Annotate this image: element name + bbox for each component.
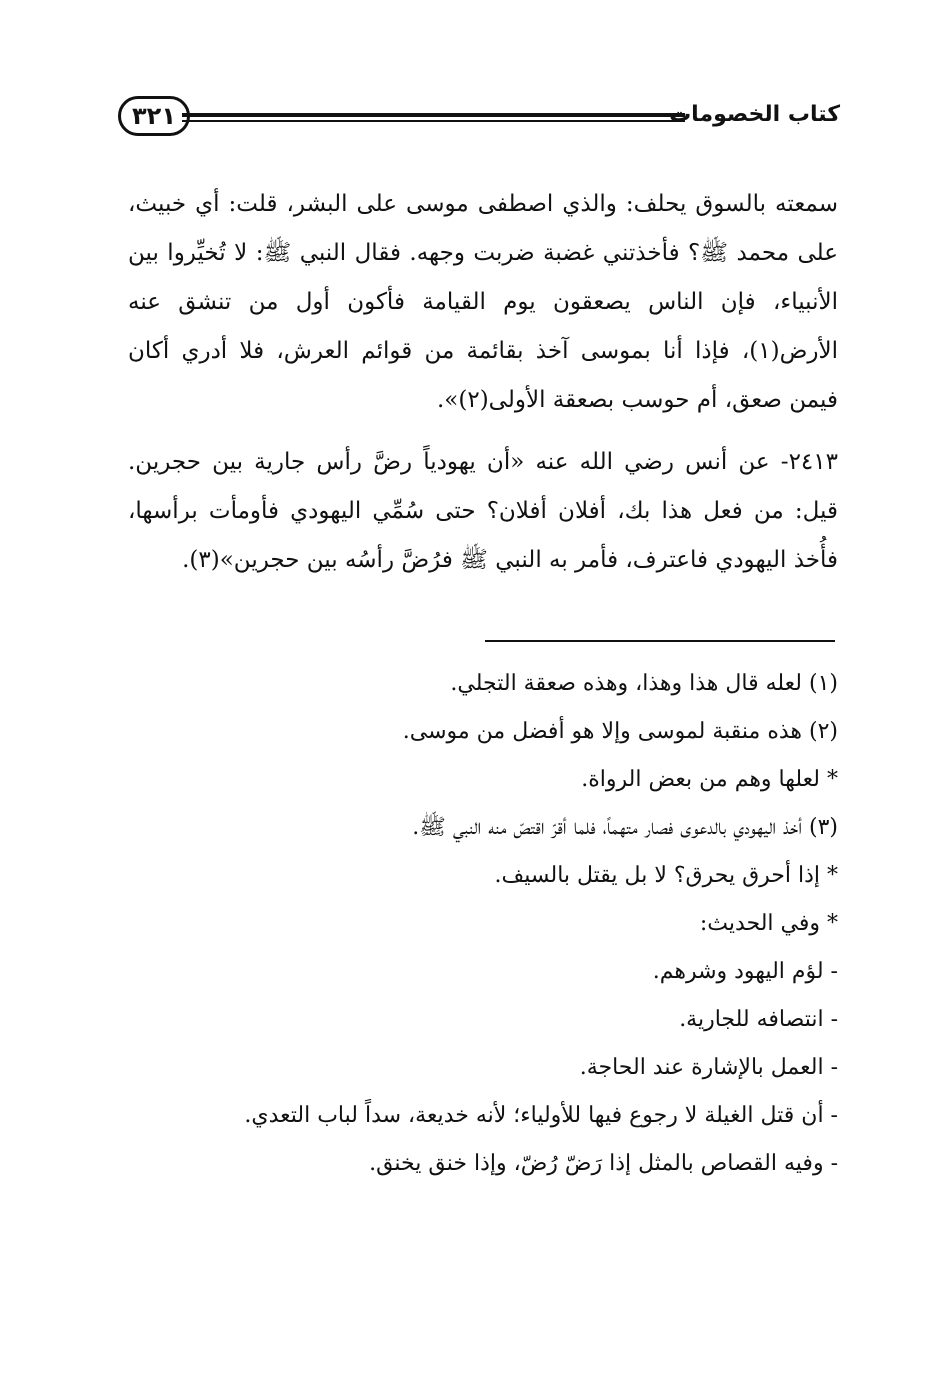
footnote-lesson-5: - وفيه القصاص بالمثل إذا رَضّ رُضّ، وإذا خنق يخنق.: [369, 1151, 838, 1176]
body-paragraph-1: سمعته بالسوق يحلف: والذي اصطفى موسى على البشر، قلت: أي خبيث، على محمد ﷺ؟ فأخذتني غضبة ضربت وجهه. فقال النبي ﷺ: لا تُخيِّروا بين الأنبياء، فإن الناس يصعقون يوم القيامة فأكون أول من تنشق عنه الأرض(١)، فإذا أنا بموسى آخذ بقائمة من قوائم العرش، فلا أدري أكان فيمن صعق، أم حوسب بصعقة الأولى(٢)».: [128, 191, 838, 413]
footnote-lesson-3: - العمل بالإشارة عند الحاجة.: [579, 1055, 838, 1080]
body-paragraph-2-block: [128, 438, 838, 585]
footnote-1: (١) لعله قال هذا وهذا، وهذه صعقة التجلي.: [450, 671, 838, 696]
footnote-lesson-2: - انتصافه للجارية.: [679, 1007, 838, 1032]
hadith-2413: ٢٤١٣- عن أنس رضي الله عنه «أن يهودياً رضَّ رأس جارية بين حجرين. قيل: من فعل هذا بك، أفلان أفلان؟ حتى سُمِّي اليهودي فأومأت برأسها، فأُخذ اليهودي فاعترف، فأمر به النبي ﷺ فرُضَّ رأسُه بين حجرين»(٣).: [128, 449, 838, 573]
page-header: [118, 92, 840, 142]
body-paragraph-1-block: [128, 180, 838, 425]
page-number: ٣٢١: [132, 102, 176, 130]
book-title: كتاب الخصومات: [669, 102, 840, 127]
header-rule: [182, 113, 685, 122]
footnote-3: (٣) أخذ اليهودي بالدعوى فصار متهماً، فلما أقرّ اقتصّ منه النبي ﷺ.: [412, 815, 838, 840]
footnote-lesson-4: - أن قتل الغيلة لا رجوع فيها للأولياء؛ لأنه خديعة، سداً لباب التعدي.: [244, 1103, 838, 1128]
footnote-separator: [485, 640, 835, 642]
footnote-2-note: * لعلها وهم من بعض الرواة.: [581, 767, 838, 792]
footnote-3-note: * إذا أحرق يحرق؟ لا بل يقتل بالسيف.: [494, 863, 838, 888]
footnotes: [128, 660, 838, 1188]
footnote-lesson-1: - لؤم اليهود وشرهم.: [652, 959, 838, 984]
footnote-3-lessons-heading: * وفي الحديث:: [699, 911, 838, 936]
page-number-badge: [118, 96, 190, 136]
footnote-2: (٢) هذه منقبة لموسى وإلا هو أفضل من موسى.: [402, 719, 838, 744]
